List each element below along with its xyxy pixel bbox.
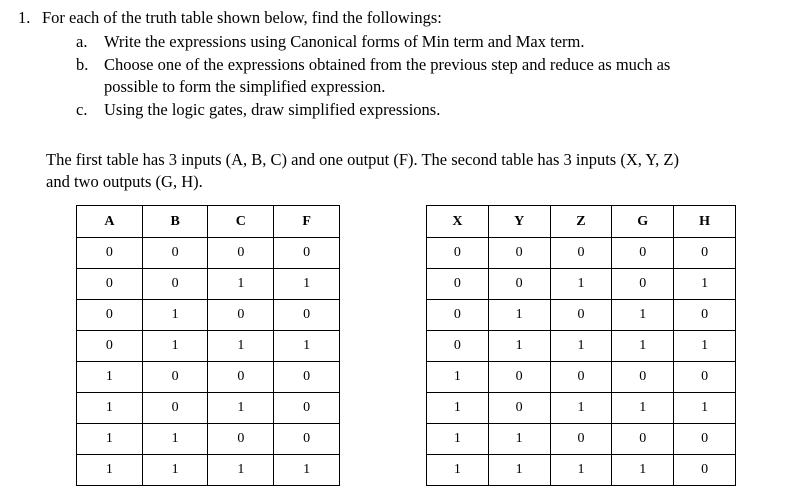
table1-cell: 0	[208, 300, 274, 331]
table2-cell: 0	[550, 300, 612, 331]
table2-cell: 0	[427, 300, 489, 331]
item-c-text: Using the logic gates, draw simplified expressions.	[104, 100, 441, 119]
table2-cell: 1	[550, 393, 612, 424]
table2-cell: 0	[550, 424, 612, 455]
table1-row	[77, 238, 340, 269]
table2-cell: 0	[427, 269, 489, 300]
table1-cell: 0	[77, 269, 143, 300]
table1-row	[77, 455, 340, 486]
table1-cell: 0	[77, 238, 143, 269]
table2-cell: 0	[674, 238, 736, 269]
table1-cell: 0	[142, 269, 208, 300]
table1-row	[77, 362, 340, 393]
table2-cell: 0	[674, 362, 736, 393]
table2-header-g: G	[612, 206, 674, 238]
table1-cell: 1	[142, 300, 208, 331]
table2-cell: 0	[612, 269, 674, 300]
truth-table-2	[426, 205, 736, 486]
table1-cell: 1	[208, 331, 274, 362]
table1-cell: 0	[142, 238, 208, 269]
table1-cell: 0	[142, 362, 208, 393]
table1-cell: 0	[208, 362, 274, 393]
table2-cell: 0	[488, 238, 550, 269]
table2-header-x: X	[427, 206, 489, 238]
table1-cell: 1	[142, 424, 208, 455]
table2-cell: 1	[550, 269, 612, 300]
table2-cell: 1	[674, 269, 736, 300]
table2-row	[427, 300, 736, 331]
table2-cell: 1	[427, 424, 489, 455]
table2-header-z: Z	[550, 206, 612, 238]
table1-header-b: B	[142, 206, 208, 238]
table1-cell: 0	[274, 238, 340, 269]
table2-cell: 0	[612, 362, 674, 393]
table2-cell: 1	[674, 393, 736, 424]
table1-row	[77, 300, 340, 331]
table1-cell: 1	[208, 393, 274, 424]
table2-cell: 1	[550, 331, 612, 362]
table1-cell: 0	[274, 362, 340, 393]
table1-header-a: A	[77, 206, 143, 238]
table2-cell: 1	[427, 455, 489, 486]
table1-cell: 0	[208, 238, 274, 269]
table2-row	[427, 424, 736, 455]
description-line2: and two outputs (G, H).	[46, 172, 203, 191]
table1-cell: 0	[274, 393, 340, 424]
table1-cell: 0	[274, 424, 340, 455]
table1-cell: 1	[208, 269, 274, 300]
item-b-letter: b.	[76, 55, 89, 74]
table2-cell: 0	[674, 300, 736, 331]
table1-row	[77, 424, 340, 455]
table2-row	[427, 331, 736, 362]
table2-cell: 0	[488, 362, 550, 393]
item-c-letter: c.	[76, 100, 88, 119]
table2-cell: 0	[427, 238, 489, 269]
table1-cell: 1	[142, 331, 208, 362]
table1-cell: 0	[142, 393, 208, 424]
table2-cell: 0	[674, 455, 736, 486]
item-b-text-line2: possible to form the simplified expression.	[104, 77, 386, 96]
table2-cell: 0	[612, 424, 674, 455]
table1-header-f: F	[274, 206, 340, 238]
table1-cell: 0	[77, 300, 143, 331]
item-a-letter: a.	[76, 32, 88, 51]
table1-row	[77, 331, 340, 362]
table2-cell: 1	[427, 362, 489, 393]
table1-cell: 1	[142, 455, 208, 486]
table2-cell: 0	[427, 331, 489, 362]
table2-cell: 0	[550, 238, 612, 269]
table2-cell: 1	[550, 455, 612, 486]
table2-row	[427, 269, 736, 300]
table2-header-h: H	[674, 206, 736, 238]
question-intro: For each of the truth table shown below, find the followings:	[42, 8, 442, 27]
table2-cell: 1	[488, 331, 550, 362]
table2-cell: 0	[488, 393, 550, 424]
table2-row	[427, 455, 736, 486]
table1-cell: 1	[77, 393, 143, 424]
table2-cell: 1	[612, 455, 674, 486]
table1-row	[77, 393, 340, 424]
item-a-text: Write the expressions using Canonical forms of Min term and Max term.	[104, 32, 585, 51]
table1-row	[77, 269, 340, 300]
table1-cell: 0	[77, 331, 143, 362]
item-b-text-line1: Choose one of the expressions obtained from the previous step and reduce as much as	[104, 55, 671, 74]
description-line1: The first table has 3 inputs (A, B, C) and one output (F). The second table has 3 inputs (X, Y, Z)	[46, 150, 680, 169]
table1-cell: 1	[77, 424, 143, 455]
table2-row	[427, 362, 736, 393]
table2-cell: 0	[488, 269, 550, 300]
table1-cell: 0	[208, 424, 274, 455]
table2-cell: 0	[550, 362, 612, 393]
table2-cell: 1	[612, 331, 674, 362]
table2-cell: 0	[674, 424, 736, 455]
table2-cell: 1	[488, 424, 550, 455]
table2-cell: 1	[612, 393, 674, 424]
table1-cell: 1	[77, 455, 143, 486]
table2-cell: 1	[674, 331, 736, 362]
table2-cell: 1	[612, 300, 674, 331]
table1-cell: 1	[274, 455, 340, 486]
table2-header-row	[427, 206, 736, 238]
table2-cell: 1	[427, 393, 489, 424]
truth-table-1	[76, 205, 340, 486]
table1-header-row	[77, 206, 340, 238]
table2-cell: 1	[488, 455, 550, 486]
table2-row	[427, 238, 736, 269]
table1-cell: 1	[274, 331, 340, 362]
table1-cell: 1	[208, 455, 274, 486]
table2-cell: 1	[488, 300, 550, 331]
question-number: 1.	[18, 8, 31, 27]
table2-header-y: Y	[488, 206, 550, 238]
table1-cell: 1	[274, 269, 340, 300]
table2-row	[427, 393, 736, 424]
table1-header-c: C	[208, 206, 274, 238]
table1-cell: 0	[274, 300, 340, 331]
table2-cell: 0	[612, 238, 674, 269]
table1-cell: 1	[77, 362, 143, 393]
